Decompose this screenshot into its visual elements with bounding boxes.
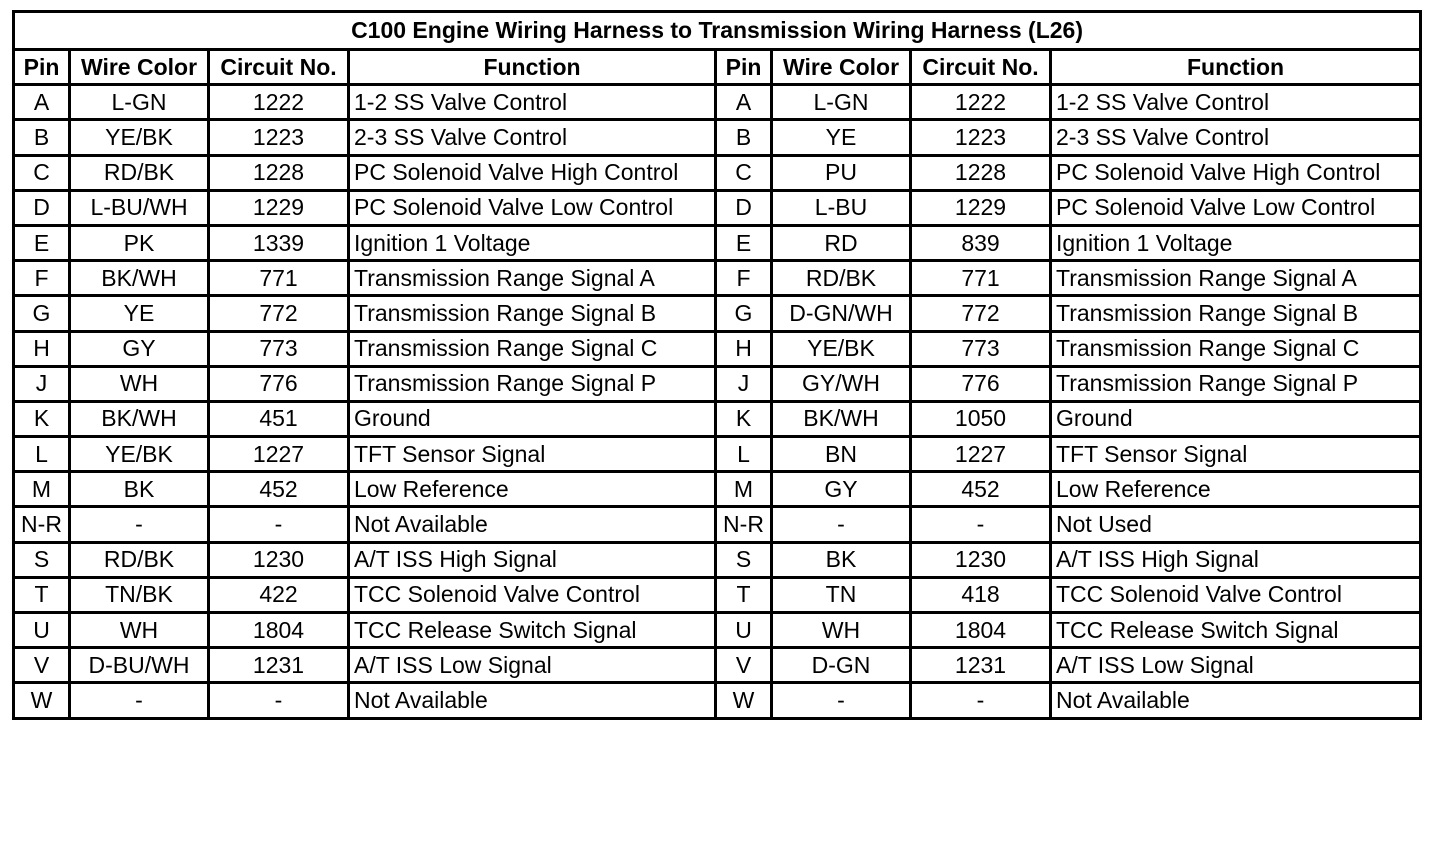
left-function-cell: TCC Solenoid Valve Control (349, 577, 716, 612)
left-wire-color-header: Wire Color (70, 50, 209, 85)
left-function-cell: Transmission Range Signal C (349, 331, 716, 366)
left-circuit-no-header: Circuit No. (209, 50, 349, 85)
left-wire-color-cell: TN/BK (70, 577, 209, 612)
table-row (14, 85, 1421, 120)
left-pin-cell: N-R (14, 507, 70, 542)
table-body (14, 85, 1421, 718)
right-circuit-no-cell: 1223 (911, 120, 1051, 155)
left-circuit-no-cell: 1227 (209, 437, 349, 472)
left-function-cell: Low Reference (349, 472, 716, 507)
left-circuit-no-cell: 1231 (209, 648, 349, 683)
left-circuit-no-cell: 1804 (209, 613, 349, 648)
right-wire-color-cell: WH (772, 613, 911, 648)
left-wire-color-cell: GY (70, 331, 209, 366)
right-wire-color-cell: TN (772, 577, 911, 612)
left-circuit-no-cell: 776 (209, 366, 349, 401)
right-circuit-no-cell: 1231 (911, 648, 1051, 683)
right-circuit-no-cell: 418 (911, 577, 1051, 612)
right-pin-cell: U (716, 613, 772, 648)
left-pin-cell: V (14, 648, 70, 683)
right-pin-cell: S (716, 542, 772, 577)
right-pin-cell: K (716, 401, 772, 436)
right-circuit-no-cell: 1230 (911, 542, 1051, 577)
left-wire-color-cell: - (70, 507, 209, 542)
right-wire-color-cell: YE (772, 120, 911, 155)
right-pin-cell: C (716, 155, 772, 190)
left-pin-cell: H (14, 331, 70, 366)
left-function-cell: 2-3 SS Valve Control (349, 120, 716, 155)
right-function-cell: Not Used (1051, 507, 1421, 542)
right-circuit-no-cell: 771 (911, 261, 1051, 296)
right-circuit-no-cell: 1227 (911, 437, 1051, 472)
right-pin-cell: E (716, 225, 772, 260)
left-function-cell: Ignition 1 Voltage (349, 225, 716, 260)
left-circuit-no-cell: - (209, 683, 349, 718)
table-row (14, 648, 1421, 683)
left-pin-header: Pin (14, 50, 70, 85)
right-pin-cell: W (716, 683, 772, 718)
right-wire-color-cell: RD (772, 225, 911, 260)
left-circuit-no-cell: 452 (209, 472, 349, 507)
left-function-cell: Not Available (349, 683, 716, 718)
right-pin-cell: J (716, 366, 772, 401)
table-row (14, 331, 1421, 366)
table-row (14, 190, 1421, 225)
right-wire-color-cell: D-GN (772, 648, 911, 683)
left-pin-cell: W (14, 683, 70, 718)
left-wire-color-cell: PK (70, 225, 209, 260)
left-pin-cell: U (14, 613, 70, 648)
left-circuit-no-cell: 451 (209, 401, 349, 436)
left-pin-cell: F (14, 261, 70, 296)
left-pin-cell: B (14, 120, 70, 155)
right-function-header: Function (1051, 50, 1421, 85)
right-circuit-no-cell: 1050 (911, 401, 1051, 436)
right-circuit-no-cell: - (911, 507, 1051, 542)
right-pin-cell: N-R (716, 507, 772, 542)
left-function-header: Function (349, 50, 716, 85)
right-function-cell: A/T ISS High Signal (1051, 542, 1421, 577)
right-circuit-no-cell: 1229 (911, 190, 1051, 225)
left-wire-color-cell: L-GN (70, 85, 209, 120)
left-pin-cell: T (14, 577, 70, 612)
right-circuit-no-cell: 1222 (911, 85, 1051, 120)
left-circuit-no-cell: 773 (209, 331, 349, 366)
left-function-cell: A/T ISS Low Signal (349, 648, 716, 683)
right-function-cell: Transmission Range Signal A (1051, 261, 1421, 296)
left-wire-color-cell: RD/BK (70, 155, 209, 190)
right-wire-color-cell: BK (772, 542, 911, 577)
right-function-cell: Transmission Range Signal P (1051, 366, 1421, 401)
table-row (14, 120, 1421, 155)
left-pin-cell: C (14, 155, 70, 190)
right-wire-color-cell: L-BU (772, 190, 911, 225)
right-function-cell: TCC Solenoid Valve Control (1051, 577, 1421, 612)
right-function-cell: Ground (1051, 401, 1421, 436)
right-function-cell: TFT Sensor Signal (1051, 437, 1421, 472)
left-wire-color-cell: BK (70, 472, 209, 507)
left-wire-color-cell: YE (70, 296, 209, 331)
right-wire-color-cell: D-GN/WH (772, 296, 911, 331)
table-row (14, 507, 1421, 542)
table-row (14, 437, 1421, 472)
right-function-cell: Transmission Range Signal B (1051, 296, 1421, 331)
left-circuit-no-cell: 1223 (209, 120, 349, 155)
right-circuit-no-cell: - (911, 683, 1051, 718)
left-circuit-no-cell: - (209, 507, 349, 542)
left-function-cell: TCC Release Switch Signal (349, 613, 716, 648)
right-pin-cell: A (716, 85, 772, 120)
left-circuit-no-cell: 1229 (209, 190, 349, 225)
table-row (14, 296, 1421, 331)
left-pin-cell: D (14, 190, 70, 225)
left-circuit-no-cell: 1228 (209, 155, 349, 190)
left-wire-color-cell: - (70, 683, 209, 718)
right-pin-header: Pin (716, 50, 772, 85)
right-function-cell: PC Solenoid Valve High Control (1051, 155, 1421, 190)
right-function-cell: TCC Release Switch Signal (1051, 613, 1421, 648)
right-function-cell: 1-2 SS Valve Control (1051, 85, 1421, 120)
right-pin-cell: D (716, 190, 772, 225)
right-circuit-no-cell: 1804 (911, 613, 1051, 648)
table-row (14, 366, 1421, 401)
left-circuit-no-cell: 1339 (209, 225, 349, 260)
right-circuit-no-cell: 772 (911, 296, 1051, 331)
left-wire-color-cell: YE/BK (70, 120, 209, 155)
table-row (14, 401, 1421, 436)
right-pin-cell: G (716, 296, 772, 331)
right-function-cell: A/T ISS Low Signal (1051, 648, 1421, 683)
left-pin-cell: A (14, 85, 70, 120)
right-function-cell: Not Available (1051, 683, 1421, 718)
right-function-cell: Transmission Range Signal C (1051, 331, 1421, 366)
table-row (14, 683, 1421, 718)
right-wire-color-cell: GY/WH (772, 366, 911, 401)
right-wire-color-cell: RD/BK (772, 261, 911, 296)
right-circuit-no-cell: 452 (911, 472, 1051, 507)
table-row (14, 155, 1421, 190)
right-wire-color-cell: YE/BK (772, 331, 911, 366)
right-circuit-no-cell: 776 (911, 366, 1051, 401)
left-pin-cell: G (14, 296, 70, 331)
right-circuit-no-cell: 839 (911, 225, 1051, 260)
left-function-cell: PC Solenoid Valve High Control (349, 155, 716, 190)
table-row (14, 542, 1421, 577)
right-wire-color-cell: BN (772, 437, 911, 472)
right-wire-color-cell: L-GN (772, 85, 911, 120)
right-circuit-no-header: Circuit No. (911, 50, 1051, 85)
right-function-cell: 2-3 SS Valve Control (1051, 120, 1421, 155)
left-pin-cell: J (14, 366, 70, 401)
right-pin-cell: F (716, 261, 772, 296)
table-row (14, 472, 1421, 507)
right-function-cell: Low Reference (1051, 472, 1421, 507)
left-function-cell: Not Available (349, 507, 716, 542)
right-wire-color-cell: BK/WH (772, 401, 911, 436)
connector-pinout-table (12, 10, 1422, 720)
left-function-cell: TFT Sensor Signal (349, 437, 716, 472)
right-wire-color-cell: - (772, 683, 911, 718)
table-row (14, 577, 1421, 612)
title-row (14, 12, 1421, 50)
left-pin-cell: L (14, 437, 70, 472)
right-wire-color-header: Wire Color (772, 50, 911, 85)
left-wire-color-cell: RD/BK (70, 542, 209, 577)
right-wire-color-cell: PU (772, 155, 911, 190)
left-wire-color-cell: YE/BK (70, 437, 209, 472)
left-wire-color-cell: D-BU/WH (70, 648, 209, 683)
table-row (14, 225, 1421, 260)
header-row (14, 50, 1421, 85)
left-function-cell: PC Solenoid Valve Low Control (349, 190, 716, 225)
table-row (14, 261, 1421, 296)
right-wire-color-cell: GY (772, 472, 911, 507)
left-wire-color-cell: L-BU/WH (70, 190, 209, 225)
right-pin-cell: V (716, 648, 772, 683)
left-function-cell: Transmission Range Signal B (349, 296, 716, 331)
table-title: C100 Engine Wiring Harness to Transmission Wiring Harness (L26) (14, 12, 1421, 50)
left-function-cell: 1-2 SS Valve Control (349, 85, 716, 120)
left-circuit-no-cell: 771 (209, 261, 349, 296)
table-row (14, 613, 1421, 648)
left-circuit-no-cell: 1222 (209, 85, 349, 120)
left-pin-cell: E (14, 225, 70, 260)
right-pin-cell: M (716, 472, 772, 507)
right-pin-cell: T (716, 577, 772, 612)
right-pin-cell: L (716, 437, 772, 472)
left-pin-cell: S (14, 542, 70, 577)
connector-table-container (12, 10, 1419, 720)
right-pin-cell: H (716, 331, 772, 366)
left-function-cell: Transmission Range Signal A (349, 261, 716, 296)
left-function-cell: Transmission Range Signal P (349, 366, 716, 401)
left-function-cell: A/T ISS High Signal (349, 542, 716, 577)
right-pin-cell: B (716, 120, 772, 155)
left-pin-cell: M (14, 472, 70, 507)
left-pin-cell: K (14, 401, 70, 436)
right-wire-color-cell: - (772, 507, 911, 542)
left-function-cell: Ground (349, 401, 716, 436)
right-circuit-no-cell: 1228 (911, 155, 1051, 190)
left-wire-color-cell: WH (70, 613, 209, 648)
left-wire-color-cell: BK/WH (70, 261, 209, 296)
left-circuit-no-cell: 772 (209, 296, 349, 331)
left-circuit-no-cell: 422 (209, 577, 349, 612)
left-wire-color-cell: WH (70, 366, 209, 401)
right-function-cell: PC Solenoid Valve Low Control (1051, 190, 1421, 225)
right-circuit-no-cell: 773 (911, 331, 1051, 366)
left-circuit-no-cell: 1230 (209, 542, 349, 577)
right-function-cell: Ignition 1 Voltage (1051, 225, 1421, 260)
left-wire-color-cell: BK/WH (70, 401, 209, 436)
